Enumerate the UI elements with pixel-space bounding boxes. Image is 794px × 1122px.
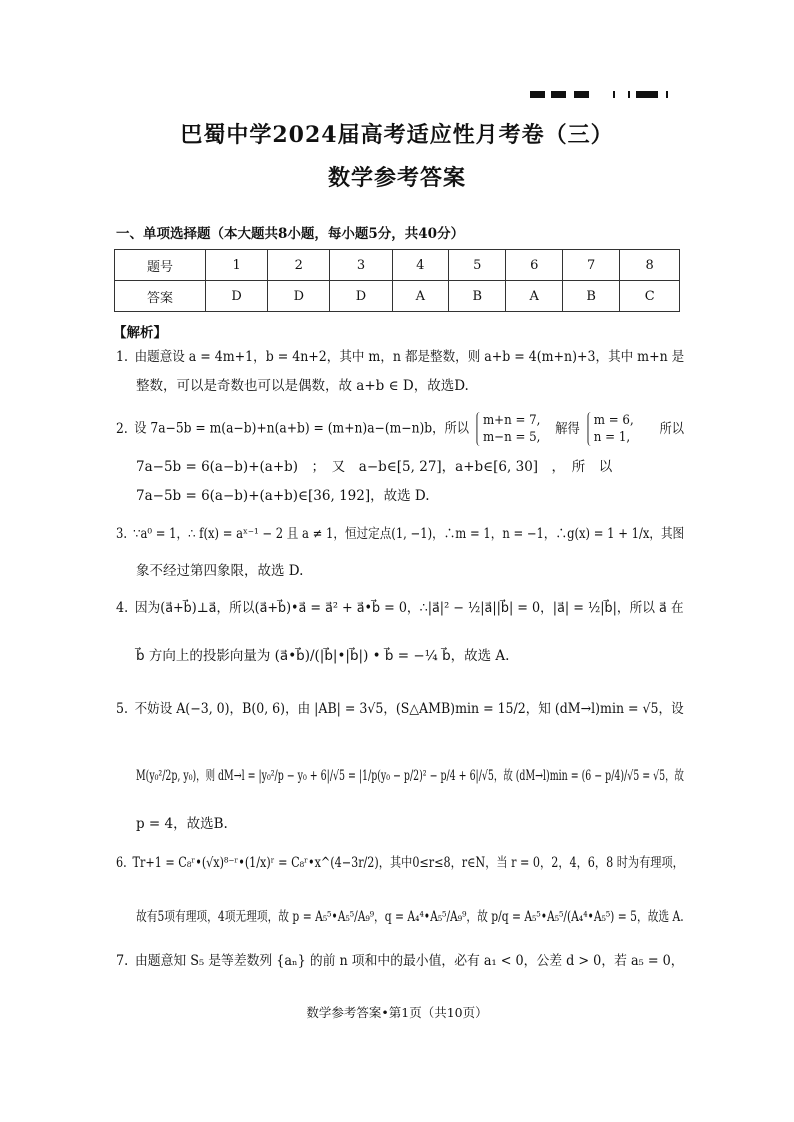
table-cell: 2 [268, 250, 330, 281]
table-cell: 6 [506, 250, 562, 281]
solution-1-line-1: 1. 由题意设 a = 4m+1，b = 4n+2，其中 m，n 都是整数，则 a+b = 4(m+n)+3，其中 m+n 是 [116, 349, 685, 365]
table-cell: 1 [206, 250, 268, 281]
table-row [115, 250, 680, 281]
page-footer: 数学参考答案•第1页（共10页） [306, 1005, 488, 1020]
solution-2-line-3: 7a−5b = 6(a−b)+(a+b)∈[36, 192]，故选 D. [136, 488, 430, 504]
solution-4-line-1: 4. 因为(a⃗+b⃗)⊥a⃗，所以(a⃗+b⃗)•a⃗ = a⃗² + a⃗•b⃗ = 0，∴|a⃗|² − ½|a⃗||b⃗| = 0，|a⃗| = ½|b⃗|，所以 a⃗ 在 [116, 600, 684, 616]
row-header: 答案 [115, 281, 206, 312]
table-cell: A [392, 281, 448, 312]
solution-6-line-1: 6. Tr+1 = C₈ʳ•(√x)⁸⁻ʳ•(1/x)ʳ = C₈ʳ•x^(4−3r/2)，其中0≤r≤8，r∈N，当 r = 0，2，4，6，8 时为有理项， [116, 855, 684, 871]
solution-4-line-2: b⃗ 方向上的投影向量为 (a⃗•b⃗)/(|b⃗|•|b⃗|) • b⃗ = −¼ b⃗，故选 A. [136, 648, 510, 664]
answer-table [114, 249, 680, 312]
solution-3-line-1: 3. ∵a⁰ = 1，∴ f(x) = aˣ⁻¹ − 2 且 a ≠ 1，恒过定点(1, −1)，∴m = 1，n = −1，∴g(x) = 1 + 1/x，其图 [116, 526, 685, 542]
solution-1-line-2: 整数，可以是奇数也可以是偶数，故 a+b ∈ D，故选D. [136, 378, 469, 394]
solution-5-line-2: M(y₀²/2p, y₀)，则 dM→l = |y₀²/p − y₀ + 6|/√5 = |1/p(y₀ − p/2)² − p/4 + 6|/√5，故 (dM→l)min = (6 − p/4)/√5 = √5，故 [136, 768, 684, 784]
table-cell: D [268, 281, 330, 312]
document-subtitle: 数学参考答案 [327, 165, 466, 191]
solution-2-line-1: 2. 设 7a−5b = m(a−b)+n(a+b) = (m+n)a−(m−n)b，所以 m+n = 7, m−n = 5, 解得 m = 6, n = 1, 所以 [116, 413, 685, 445]
table-cell: 4 [392, 250, 448, 281]
document-title: 巴蜀中学2024届高考适应性月考卷（三） [180, 122, 614, 148]
solution-5-line-3: p = 4，故选B. [136, 816, 228, 832]
section-heading: 一、单项选择题（本大题共8小题，每小题5分，共40分） [116, 226, 465, 242]
table-cell: C [620, 281, 680, 312]
table-cell: D [206, 281, 268, 312]
solution-6-line-2: 故有5项有理项，4项无理项，故 p = A₅⁵•A₅⁵/A₉⁹，q = A₄⁴•A₅⁵/A₉⁹，故 p/q = A₅⁵•A₅⁵/(A₄⁴•A₅⁵) = 5，故选 A. [136, 909, 684, 925]
analysis-label: 【解析】 [113, 325, 167, 341]
row-header: 题号 [115, 250, 206, 281]
table-cell: A [506, 281, 562, 312]
table-row [115, 281, 680, 312]
solution-5-line-1: 5. 不妨设 A(−3, 0)，B(0, 6)，由 |AB| = 3√5，(S△AMB)min = 15/2，知 (dM→l)min = √5，设 [116, 701, 684, 717]
table-cell: 7 [562, 250, 619, 281]
solution-2-line-2: 7a−5b = 6(a−b)+(a+b) ； 又 a−b∈[5, 27]，a+b∈[6, 30] ， 所 以 [136, 459, 613, 475]
table-cell: B [449, 281, 506, 312]
table-cell: D [330, 281, 392, 312]
solution-7-line-1: 7. 由题意知 S₅ 是等差数列 {aₙ} 的前 n 项和中的最小值，必有 a₁ < 0，公差 d > 0，若 a₅ = 0， [116, 953, 684, 969]
solution-3-line-2: 象不经过第四象限，故选 D. [136, 563, 304, 579]
table-cell: 3 [330, 250, 392, 281]
table-cell: 5 [449, 250, 506, 281]
equation-system: m = 6, n = 1, [587, 412, 633, 446]
table-cell: 8 [620, 250, 680, 281]
equation-system: m+n = 7, m−n = 5, [477, 412, 541, 446]
table-cell: B [562, 281, 619, 312]
